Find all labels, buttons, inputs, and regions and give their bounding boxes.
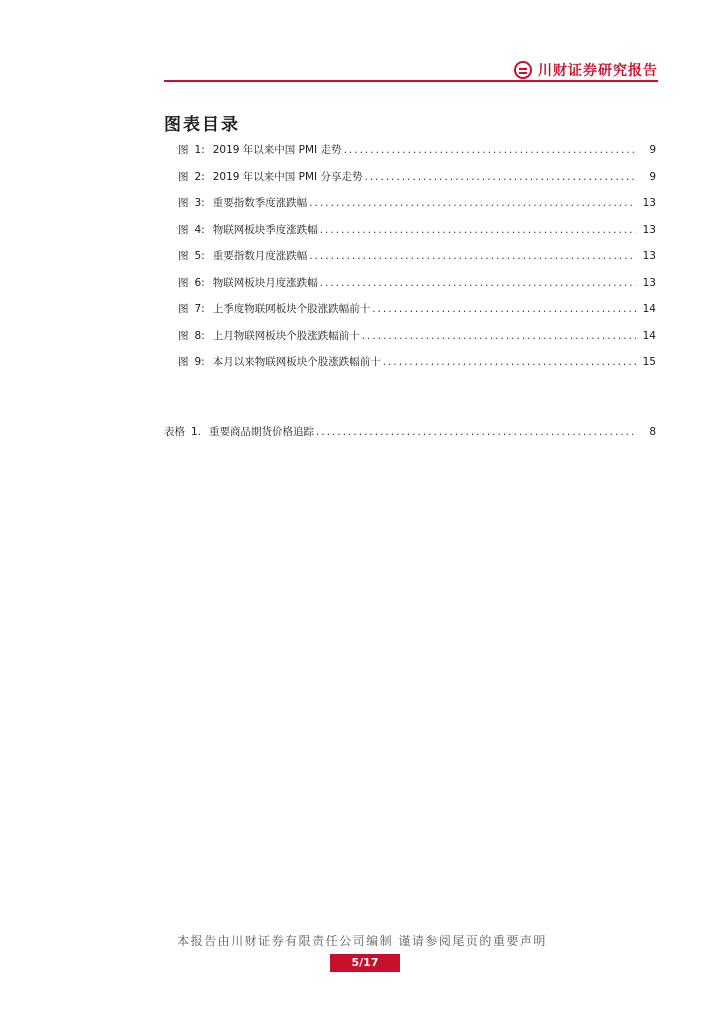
toc-entry-page: 13 [642, 276, 656, 289]
toc-entry-prefix: 图 [178, 303, 189, 315]
toc-entry-prefix: 图 [178, 170, 189, 183]
toc-leader-dots [320, 224, 636, 236]
toc-entry-label [178, 142, 343, 157]
toc-entry-label [164, 424, 316, 439]
toc-entry-number: 1: [194, 144, 205, 156]
toc-entry-page: 9 [649, 144, 656, 156]
toc-entry-page: 14 [642, 303, 656, 315]
toc-entry[interactable] [178, 301, 656, 328]
toc-entry[interactable] [178, 275, 656, 302]
toc-entry-label [178, 248, 309, 263]
toc-entry-page: 8 [649, 426, 656, 438]
toc-entry-number: 9: [194, 356, 205, 368]
toc-entry-number: 8: [194, 329, 205, 342]
toc-entry[interactable] [178, 169, 656, 196]
toc-entry-label [178, 195, 309, 210]
toc-entry-label [178, 328, 362, 343]
toc-entry-caption: 本月以来物联网板块个股涨跌幅前十 [212, 356, 381, 368]
toc-leader-dots [383, 356, 636, 368]
toc-leader-dots [343, 144, 636, 156]
toc-entry-label [178, 275, 320, 290]
toc-entry-caption: 上月物联网板块个股涨跌幅前十 [212, 329, 360, 342]
page-header [164, 56, 658, 84]
toc-entry-number: 7: [194, 303, 205, 315]
toc-entry-caption: 重要指数月度涨跌幅 [212, 250, 308, 262]
toc-entry[interactable] [178, 328, 656, 355]
toc-entry-page: 13 [642, 250, 656, 262]
toc-entry-number: 5: [194, 250, 205, 262]
toc-entry-page: 13 [642, 197, 656, 209]
toc-entry-caption: 2019 年以来中国 PMI 走势 [212, 144, 342, 156]
toc-entry-caption: 物联网板块季度涨跌幅 [212, 223, 318, 236]
toc-leader-dots [320, 277, 636, 289]
toc-title: 图表目录 [164, 115, 240, 135]
table-list [164, 424, 656, 451]
page-number-badge: 5/17 [330, 954, 400, 972]
toc-entry-label [178, 301, 372, 316]
header-divider [164, 80, 658, 82]
toc-entry-prefix: 图 [178, 250, 189, 262]
toc-entry-caption: 重要指数季度涨跌幅 [212, 197, 308, 209]
toc-leader-dots [364, 171, 636, 183]
toc-entry[interactable] [178, 354, 656, 381]
toc-entry-number: 3: [194, 197, 205, 209]
toc-entry-prefix: 图 [178, 356, 189, 368]
toc-entry-number: 4: [194, 223, 205, 236]
toc-leader-dots [372, 303, 636, 315]
toc-entry[interactable] [178, 222, 656, 249]
toc-entry-caption: 重要商品期货价格追踪 [209, 426, 315, 438]
toc-entry[interactable] [164, 424, 656, 451]
toc-entry-prefix: 图 [178, 144, 189, 156]
brand-name: 川财证券研究报告 [538, 63, 658, 79]
toc-entry-caption: 物联网板块月度涨跌幅 [212, 276, 318, 289]
toc-entry-prefix: 图 [178, 329, 189, 342]
toc-entry-page: 13 [642, 223, 656, 236]
toc-entry-page: 14 [642, 329, 656, 342]
brand [514, 60, 658, 80]
toc-entry-prefix: 图 [178, 276, 189, 289]
toc-entry-prefix: 图 [178, 223, 189, 236]
figure-list [178, 142, 656, 381]
toc-entry[interactable] [178, 248, 656, 275]
toc-entry-label [178, 169, 364, 184]
toc-leader-dots [362, 330, 636, 342]
toc-entry-label [178, 222, 320, 237]
toc-leader-dots [316, 426, 636, 438]
toc-entry-caption: 2019 年以来中国 PMI 分享走势 [212, 170, 363, 183]
toc-entry-number: 2: [194, 170, 205, 183]
toc-entry-number: 6: [194, 276, 205, 289]
toc-leader-dots [309, 250, 636, 262]
toc-entry-number: 1. [191, 426, 202, 438]
toc-entry-label [178, 354, 383, 369]
toc-entry[interactable] [178, 195, 656, 222]
toc-entry-prefix: 图 [178, 197, 189, 209]
footer-disclaimer: 本报告由川财证券有限责任公司编制 谨请参阅尾页的重要声明 [177, 934, 547, 948]
toc-leader-dots [309, 197, 636, 209]
toc-entry-page: 9 [649, 170, 656, 183]
toc-entry-prefix: 表格 [164, 426, 185, 438]
toc-entry[interactable] [178, 142, 656, 169]
toc-entry-caption: 上季度物联网板块个股涨跌幅前十 [212, 303, 371, 315]
toc-entry-page: 15 [642, 356, 656, 368]
chuancai-logo-icon [514, 61, 532, 79]
